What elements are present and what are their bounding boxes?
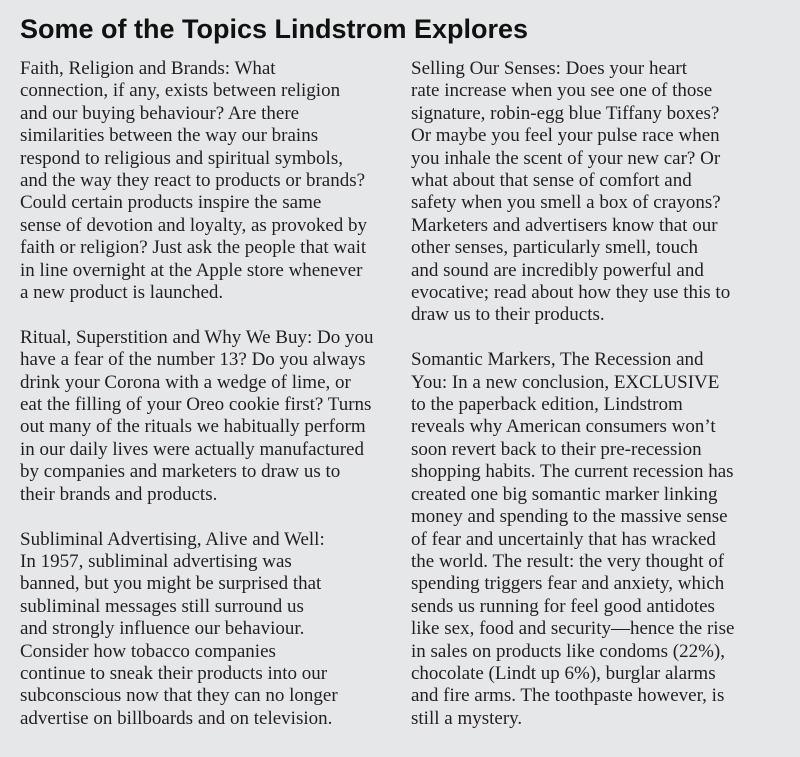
text-line: created one big somantic marker linking	[411, 483, 718, 505]
right-column	[411, 58, 793, 730]
sidebar-heading: Some of the Topics Lindstrom Explores	[20, 14, 529, 44]
text-line: drink your Corona with a wedge of lime, or	[20, 371, 351, 393]
text-line: and strongly influence our behaviour.	[20, 618, 305, 640]
text-line: Could certain products inspire the same	[20, 192, 322, 214]
text-line: shopping habits. The current recession has	[411, 461, 734, 483]
text-line: still a mystery.	[411, 707, 523, 729]
text-line: draw us to their products.	[411, 304, 605, 326]
text-line: of fear and uncertainly that has wracked	[411, 528, 716, 550]
text-line: safety when you smell a box of crayons?	[411, 192, 721, 214]
text-line: like sex, food and security—hence the rise	[411, 618, 735, 640]
topic-somantic-markers	[411, 349, 793, 730]
left-column	[20, 58, 402, 730]
text-line: in our daily lives were actually manufactured	[20, 438, 364, 460]
text-line: their brands and products.	[20, 483, 218, 505]
text-line: continue to sneak their products into our	[20, 662, 328, 684]
text-line: Or maybe you feel your pulse race when	[411, 125, 720, 147]
text-line: connection, if any, exists between religion	[20, 80, 341, 102]
text-line: in line overnight at the Apple store whenever	[20, 259, 363, 281]
text-line: similarities between the way our brains	[20, 125, 319, 147]
text-line: subconscious now that they can no longer	[20, 685, 338, 707]
text-line: Somantic Markers, The Recession and	[411, 349, 704, 371]
text-line: chocolate (Lindt up 6%), burglar alarms	[411, 662, 716, 684]
text-line: spending triggers fear and anxiety, which	[411, 573, 725, 595]
topic-ritual-superstition	[20, 327, 402, 506]
topic-selling-our-senses	[411, 58, 793, 327]
text-line: have a fear of the number 13? Do you always	[20, 349, 366, 371]
text-line: subliminal messages still surround us	[20, 595, 304, 617]
text-line: other senses, particularly smell, touch	[411, 237, 699, 259]
text-line: evocative; read about how they use this to	[411, 282, 731, 304]
text-line: rate increase when you see one of those	[411, 80, 713, 102]
text-line: sends us running for feel good antidotes	[411, 595, 715, 617]
text-line: eat the filling of your Oreo cookie first? Turns	[20, 394, 372, 416]
text-line: signature, robin-egg blue Tiffany boxes?	[411, 102, 720, 124]
text-line: and our buying behaviour? Are there	[20, 102, 300, 124]
text-line: Consider how tobacco companies	[20, 640, 276, 662]
topic-subliminal-advertising	[20, 529, 402, 731]
text-line: what about that sense of comfort and	[411, 170, 692, 192]
text-line: the world. The result: the very thought of	[411, 550, 725, 572]
text-line: you inhale the scent of your new car? Or	[411, 147, 721, 169]
text-line: by companies and marketers to draw us to	[20, 461, 341, 483]
text-line: Marketers and advertisers know that our	[411, 214, 718, 236]
text-line: Ritual, Superstition and Why We Buy: Do you	[20, 326, 374, 348]
text-line: a new product is launched.	[20, 282, 224, 304]
text-line: banned, but you might be surprised that	[20, 573, 322, 595]
text-line: Subliminal Advertising, Alive and Well:	[20, 528, 325, 550]
text-line: advertise on billboards and on television.	[20, 707, 333, 729]
text-line: You: In a new conclusion, EXCLUSIVE	[411, 371, 720, 393]
topic-faith-religion-brands	[20, 58, 402, 304]
text-line: faith or religion? Just ask the people that wait	[20, 237, 367, 259]
text-line: and sound are incredibly powerful and	[411, 259, 704, 281]
text-line: sense of devotion and loyalty, as provoked by	[20, 214, 368, 236]
text-line: money and spending to the massive sense	[411, 506, 728, 528]
text-line: and fire arms. The toothpaste however, is	[411, 685, 725, 707]
text-line: to the paperback edition, Lindstrom	[411, 394, 683, 416]
text-line: respond to religious and spiritual symbols,	[20, 147, 343, 169]
text-line: out many of the rituals we habitually perform	[20, 416, 366, 438]
text-line: and the way they react to products or brands?	[20, 170, 366, 192]
text-line: Faith, Religion and Brands: What	[20, 58, 276, 79]
text-line: in sales on products like condoms (22%),	[411, 640, 725, 662]
text-line: soon revert back to their pre-recession	[411, 438, 702, 460]
text-line: Selling Our Senses: Does your heart	[411, 58, 687, 79]
text-line: reveals why American consumers won’t	[411, 416, 716, 438]
text-line: In 1957, subliminal advertising was	[20, 550, 292, 572]
